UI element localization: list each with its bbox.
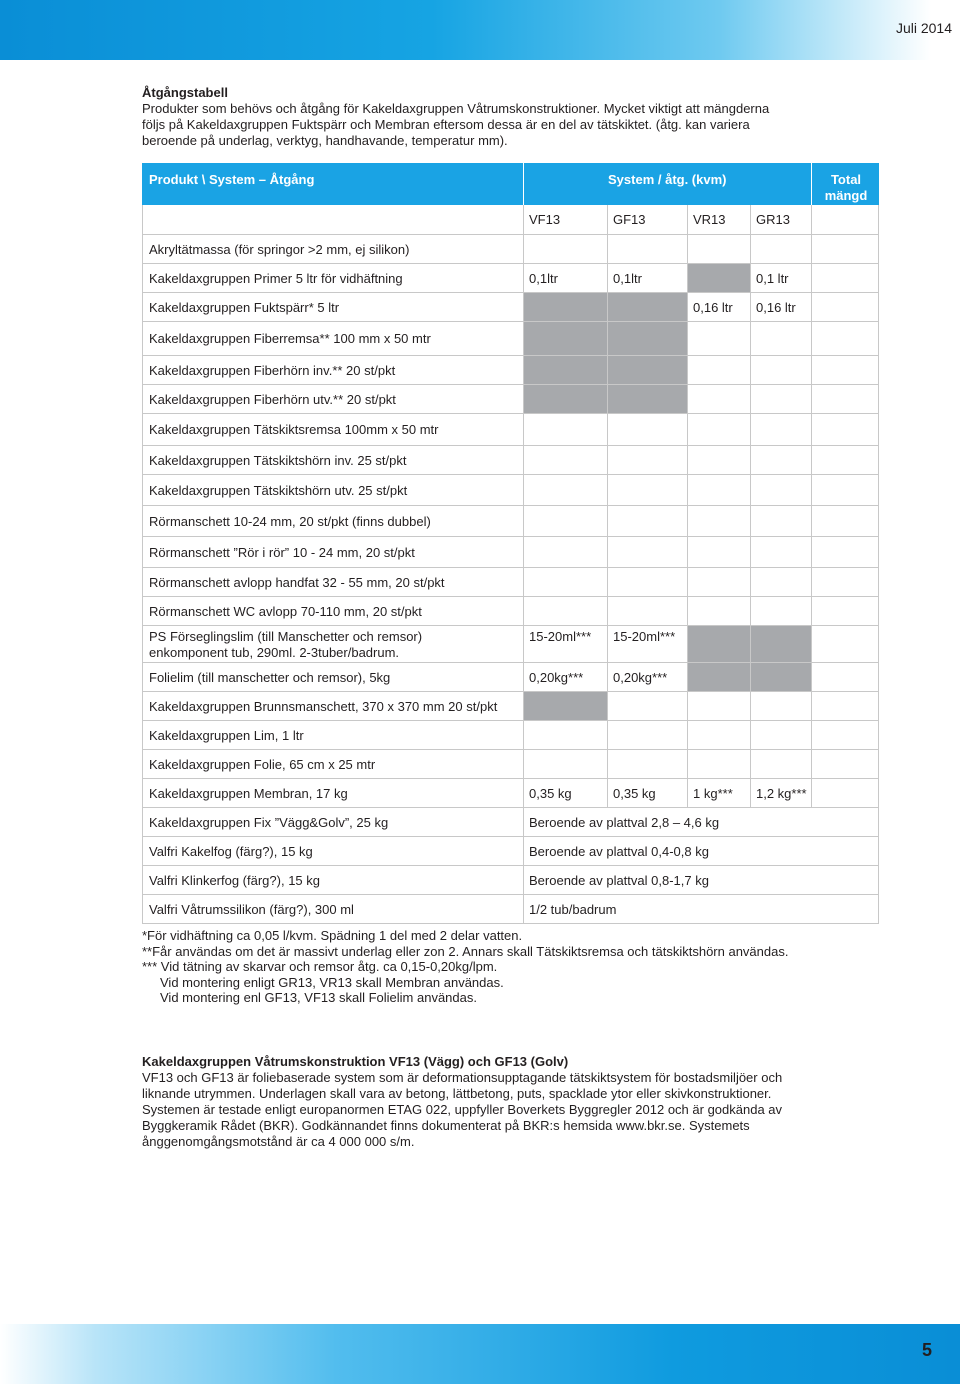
- value-cell: [750, 568, 812, 596]
- header-product: Produkt \ System – Åtgång: [149, 172, 315, 187]
- value-cell: [523, 356, 608, 384]
- value-cell: [750, 475, 812, 505]
- table-row: [142, 264, 879, 293]
- value-cell: [750, 264, 812, 292]
- value-cell: [607, 356, 688, 384]
- total-cell: [811, 692, 880, 720]
- intro-line: Produkter som behövs och åtgång för Kakeldaxgruppen Våtrumskonstruktioner. Mycket viktigt att mängderna: [142, 101, 770, 116]
- value-cell: [750, 663, 812, 691]
- value-cell: [687, 537, 751, 567]
- value-cell: [607, 264, 688, 292]
- table-row: [142, 293, 879, 322]
- value-cell: [607, 692, 688, 720]
- table-row: [142, 692, 879, 721]
- value-cell: [687, 264, 751, 292]
- value-cell: [523, 779, 608, 807]
- consumption-table: [142, 163, 879, 924]
- value-cell: [523, 385, 608, 413]
- system-code: GR13: [756, 212, 790, 227]
- value-cell: [687, 626, 751, 662]
- system-code: GF13: [613, 212, 646, 227]
- value-cell: [687, 356, 751, 384]
- row-label: Kakeldaxgruppen Brunnsmanschett, 370 x 370 mm 20 st/pkt: [149, 699, 498, 714]
- row-value: Beroende av plattval 2,8 – 4,6 kg: [529, 815, 720, 830]
- table-row: [142, 322, 879, 356]
- table-row: [142, 750, 879, 779]
- value-cell: [523, 446, 608, 474]
- intro-line: beroende på underlag, verktyg, handhavande, temperatur mm).: [142, 133, 508, 148]
- section-line: Systemen är testade enligt europanormen ETAG 022, uppfyller Boverkets Byggregler 2012 och är godkända av: [142, 1102, 783, 1117]
- value-cell: [523, 322, 608, 355]
- row-label: Akryltätmassa (för springor >2 mm, ej silikon): [149, 242, 410, 257]
- footnote: *För vidhäftning ca 0,05 l/kvm. Spädning 1 del med 2 delar vatten.: [142, 928, 523, 943]
- row-label: Kakeldaxgruppen Fix ”Vägg&Golv”, 25 kg: [149, 815, 389, 830]
- value-cell: [687, 721, 751, 749]
- table-row: [142, 506, 879, 537]
- row-label: Rörmanschett avlopp handfat 32 - 55 mm, 20 st/pkt: [149, 575, 445, 590]
- cell-value: 0,16 ltr: [693, 300, 733, 315]
- value-cell: [750, 721, 812, 749]
- header-bar: [0, 0, 960, 60]
- cell-value: 1 kg***: [693, 786, 733, 801]
- table-row: [142, 626, 879, 663]
- value-cell: [687, 385, 751, 413]
- value-cell: [687, 446, 751, 474]
- table-row: [142, 808, 879, 837]
- value-cell: [523, 293, 608, 321]
- row-label: Rörmanschett 10-24 mm, 20 st/pkt (finns dubbel): [149, 514, 431, 529]
- total-cell: [811, 385, 880, 413]
- value-cell: [607, 322, 688, 355]
- footnote: **Får användas om det är massivt underlag eller zon 2. Annars skall Tätskiktsremsa och tätskiktshörn användas.: [142, 943, 789, 959]
- row-label: Valfri Kakelfog (färg?), 15 kg: [149, 844, 313, 859]
- cell-value: 0,35 kg: [529, 786, 572, 801]
- page-number: 5: [921, 1340, 932, 1360]
- cell-value: 0,1ltr: [529, 271, 558, 286]
- row-value: 1/2 tub/badrum: [529, 902, 617, 917]
- row-label: Rörmanschett ”Rör i rör” 10 - 24 mm, 20 st/pkt: [149, 545, 415, 560]
- value-cell: [687, 568, 751, 596]
- value-cell: [687, 475, 751, 505]
- table-row: [142, 537, 879, 568]
- value-cell: [687, 597, 751, 625]
- total-cell: [811, 356, 880, 384]
- value-cell: [523, 692, 608, 720]
- section-line: liknande utrymmen. Underlagen skall vara av betong, lättbetong, puts, spacklade ytor eller skivkonstruktioner.: [142, 1086, 772, 1101]
- value-cell: [523, 721, 608, 749]
- value-cell: [523, 264, 608, 292]
- total-cell: [811, 506, 880, 536]
- footnotes: [142, 928, 788, 1006]
- row-label: Valfri Klinkerfog (färg?), 15 kg: [149, 873, 320, 888]
- cell-value: 0,16 ltr: [756, 300, 796, 315]
- table-row: [142, 837, 879, 866]
- total-cell: [811, 626, 880, 662]
- value-cell: [607, 626, 688, 662]
- value-cell: [607, 506, 688, 536]
- total-cell: [811, 235, 880, 263]
- value-cell: [687, 779, 751, 807]
- value-cell: [750, 692, 812, 720]
- value-cell: [523, 597, 608, 625]
- table-row: [142, 235, 879, 264]
- value-cell: [523, 475, 608, 505]
- value-cell: [687, 414, 751, 445]
- system-code: VF13: [529, 212, 561, 227]
- value-cell: [750, 626, 812, 662]
- system-code: VR13: [693, 212, 726, 227]
- table-row: [142, 475, 879, 506]
- value-cell: [750, 446, 812, 474]
- row-label: Kakeldaxgruppen Lim, 1 ltr: [149, 728, 304, 743]
- value-cell: [607, 537, 688, 567]
- value-cell: [750, 506, 812, 536]
- footer-bar: [0, 1324, 960, 1384]
- total-cell: [811, 475, 880, 505]
- intro: [142, 85, 802, 149]
- value-cell: [607, 293, 688, 321]
- total-cell: [811, 568, 880, 596]
- cell-value: 0,20kg***: [613, 670, 668, 685]
- section-line: ånggenomgångsmotstånd är ca 4 000 000 s/m.: [142, 1134, 415, 1149]
- table-header: [142, 163, 879, 205]
- table-row: [142, 356, 879, 385]
- cell-value: 15-20ml***: [529, 629, 592, 644]
- table-row: [142, 446, 879, 475]
- total-cell: [811, 750, 880, 778]
- table-body: [142, 205, 879, 924]
- table-row: [142, 414, 879, 446]
- row-value: Beroende av plattval 0,4-0,8 kg: [529, 844, 709, 859]
- value-cell: [750, 322, 812, 355]
- value-cell: [523, 537, 608, 567]
- value-cell: [607, 779, 688, 807]
- cell-value: 0,1ltr: [613, 271, 642, 286]
- total-cell: [811, 537, 880, 567]
- value-cell: [607, 235, 688, 263]
- value-cell: [687, 663, 751, 691]
- table-row: [142, 895, 879, 924]
- table-row: [142, 866, 879, 895]
- section-title: Kakeldaxgruppen Våtrumskonstruktion VF13 (Vägg) och GF13 (Golv): [142, 1054, 569, 1069]
- value-cell: [523, 235, 608, 263]
- row-label: Kakeldaxgruppen Fiberhörn utv.** 20 st/pkt: [149, 392, 396, 407]
- value-cell: [523, 506, 608, 536]
- value-cell: [750, 414, 812, 445]
- value-cell: [687, 235, 751, 263]
- value-cell: [687, 506, 751, 536]
- table-row: [142, 779, 879, 808]
- row-label: Kakeldaxgruppen Tätskiktshörn inv. 25 st/pkt: [149, 453, 407, 468]
- value-cell: [607, 385, 688, 413]
- row-label: Kakeldaxgruppen Fiberhörn inv.** 20 st/pkt: [149, 363, 396, 378]
- total-cell: [811, 322, 880, 355]
- table-row: [142, 721, 879, 750]
- section-line: Byggkeramik Rådet (BKR). Godkännandet finns dokumenterat på BKR:s hemsida www.bkr.se. Systemets: [142, 1118, 750, 1133]
- cell-value: 15-20ml***: [613, 629, 676, 644]
- header-system: System / åtg. (kvm): [608, 172, 727, 187]
- value-cell: [607, 475, 688, 505]
- value-cell: [750, 356, 812, 384]
- value-cell: [607, 568, 688, 596]
- value-cell: [687, 750, 751, 778]
- value-cell: [687, 322, 751, 355]
- header-total: Total mängd: [824, 172, 868, 203]
- section-line: VF13 och GF13 är foliebaserade system som är deformationsupptagande tätskiktsystem för bostadsmiljöer och: [142, 1070, 783, 1085]
- value-cell: [523, 568, 608, 596]
- cell-value: 0,35 kg: [613, 786, 656, 801]
- row-label: Kakeldaxgruppen Tätskiktshörn utv. 25 st/pkt: [149, 483, 408, 498]
- system-codes-row: [142, 205, 879, 235]
- total-cell: [811, 779, 880, 807]
- total-cell: [811, 663, 880, 691]
- value-cell: [750, 779, 812, 807]
- table-row: [142, 597, 879, 626]
- row-label: Kakeldaxgruppen Fiberremsa** 100 mm x 50 mtr: [149, 331, 431, 346]
- total-cell: [811, 597, 880, 625]
- cell-value: 1,2 kg***: [756, 786, 807, 801]
- footnote: Vid montering enligt GR13, VR13 skall Membran användas.: [160, 974, 504, 990]
- row-value: Beroende av plattval 0,8-1,7 kg: [529, 873, 709, 888]
- row-label-line2: enkomponent tub, 290ml. 2-3tuber/badrum.: [149, 645, 400, 660]
- total-cell: [811, 293, 880, 321]
- document-date: Juli 2014: [895, 20, 952, 36]
- row-label: Rörmanschett WC avlopp 70-110 mm, 20 st/pkt: [149, 604, 422, 619]
- value-cell: [750, 537, 812, 567]
- value-cell: [750, 597, 812, 625]
- row-label: Kakeldaxgruppen Membran, 17 kg: [149, 786, 348, 801]
- value-cell: [607, 663, 688, 691]
- cell-value: 0,20kg***: [529, 670, 584, 685]
- table-row: [142, 663, 879, 692]
- value-cell: [687, 692, 751, 720]
- row-label: Kakeldaxgruppen Fuktspärr* 5 ltr: [149, 300, 340, 315]
- row-label: Kakeldaxgruppen Folie, 65 cm x 25 mtr: [149, 757, 376, 772]
- table-row: [142, 385, 879, 414]
- footnote: *** Vid tätning av skarvar och remsor åtg. ca 0,15-0,20kg/lpm.: [142, 959, 498, 974]
- value-cell: [607, 446, 688, 474]
- value-cell: [607, 721, 688, 749]
- value-cell: [523, 626, 608, 662]
- row-label: PS Förseglingslim (till Manschetter och remsor): [149, 629, 423, 644]
- value-cell: [750, 750, 812, 778]
- footnote: Vid montering enl GF13, VF13 skall Folielim användas.: [160, 990, 477, 1005]
- value-cell: [607, 750, 688, 778]
- intro-line: följs på Kakeldaxgruppen Fuktspärr och Membran eftersom dessa är en del av tätskiktet. (åtg. kan variera: [142, 117, 750, 132]
- value-cell: [523, 414, 608, 445]
- total-cell: [811, 721, 880, 749]
- total-cell: [811, 446, 880, 474]
- value-cell: [607, 414, 688, 445]
- value-cell: [523, 663, 608, 691]
- total-cell: [811, 264, 880, 292]
- intro-title: Åtgångstabell: [142, 85, 228, 100]
- row-label: Folielim (till manschetter och remsor), 5kg: [149, 670, 391, 685]
- row-label: Kakeldaxgruppen Tätskiktsremsa 100mm x 50 mtr: [149, 422, 439, 437]
- table-row: [142, 568, 879, 597]
- value-cell: [750, 235, 812, 263]
- value-cell: [687, 293, 751, 321]
- system-description: [142, 1054, 807, 1150]
- row-label: Kakeldaxgruppen Primer 5 ltr för vidhäftning: [149, 271, 403, 286]
- value-cell: [750, 293, 812, 321]
- value-cell: [607, 597, 688, 625]
- value-cell: [750, 385, 812, 413]
- total-cell: [811, 414, 880, 445]
- value-cell: [523, 750, 608, 778]
- row-label: Valfri Våtrumssilikon (färg?), 300 ml: [149, 902, 354, 917]
- cell-value: 0,1 ltr: [756, 271, 789, 286]
